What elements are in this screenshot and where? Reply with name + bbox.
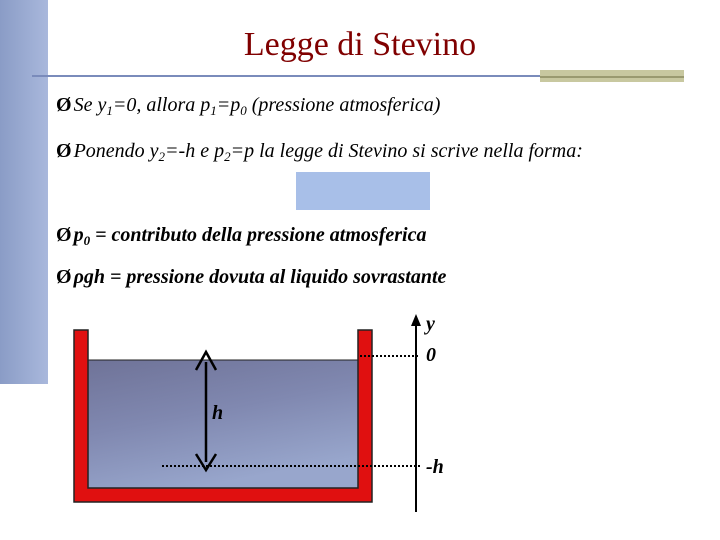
neg-h-level-label: -h bbox=[426, 456, 444, 478]
bullet-marker: Ø bbox=[56, 140, 72, 162]
h-label: h bbox=[212, 402, 224, 424]
bullet-p0: Ø $p_0$ = contributo della pressione atmosferica bbox=[56, 224, 427, 248]
bullet-rhogh: Ø ρgh = pressione dovuta al liquido sovrastante bbox=[56, 266, 447, 288]
zero-level-label: 0 bbox=[426, 344, 436, 366]
y-axis-label: y bbox=[426, 313, 435, 335]
bullet-y1-zero: Ø Se $y_1=0$, allora $p_1=p_0$ (pressione atmosferica) bbox=[56, 94, 441, 118]
slide-title: Legge di Stevino bbox=[243, 26, 477, 63]
bullet-marker: Ø bbox=[56, 266, 72, 288]
y-axis-arrowhead bbox=[411, 314, 421, 326]
bullet-ponendo: Ø Ponendo $y_2=-h$ e $p_2=p$ la legge di Stevino si scrive nella forma: bbox=[56, 140, 583, 164]
bullet-marker: Ø bbox=[56, 224, 72, 246]
bullet-marker: Ø bbox=[56, 94, 72, 116]
liquid bbox=[88, 360, 360, 488]
